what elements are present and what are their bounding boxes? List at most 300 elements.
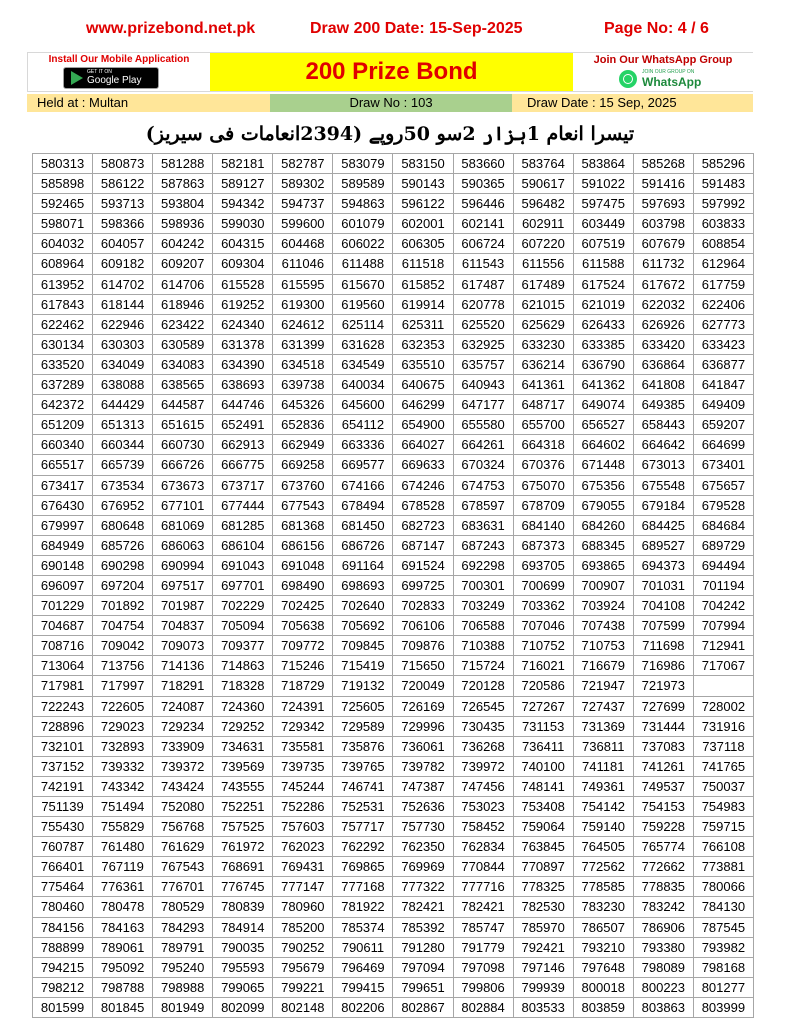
bond-number-cell: 769431 (273, 857, 333, 877)
bond-number-cell: 739332 (93, 757, 153, 777)
bond-number-cell: 592465 (33, 194, 93, 214)
table-row (33, 435, 754, 455)
bond-number-cell: 684260 (574, 516, 634, 536)
bond-number-cell: 638088 (93, 375, 153, 395)
bond-number-cell: 729023 (93, 717, 153, 737)
bond-number-cell: 753023 (454, 797, 514, 817)
bond-number-cell: 697204 (93, 576, 153, 596)
bond-number-cell: 709845 (333, 636, 393, 656)
whatsapp-button[interactable] (619, 69, 709, 89)
bond-number-cell: 708716 (33, 636, 93, 656)
bond-number-cell: 622406 (694, 295, 754, 315)
bond-number-cell: 747387 (393, 777, 453, 797)
bond-number-cell: 622462 (33, 315, 93, 335)
bond-number-cell: 630589 (153, 335, 213, 355)
bond-number-cell: 591022 (574, 174, 634, 194)
bond-number-cell: 694494 (694, 556, 754, 576)
bond-number-cell: 737083 (634, 737, 694, 757)
bond-number-cell: 703924 (574, 596, 634, 616)
table-row (33, 335, 754, 355)
bond-number-cell: 770897 (514, 857, 574, 877)
bond-number-cell: 780529 (153, 897, 213, 917)
bond-number-cell: 713756 (93, 656, 153, 676)
bond-number-cell: 722605 (93, 697, 153, 717)
bond-number-cell: 782421 (393, 897, 453, 917)
top-header (0, 20, 791, 44)
bond-number-cell: 632353 (393, 335, 453, 355)
bond-number-cell: 780478 (93, 897, 153, 917)
bond-number-cell: 691524 (393, 556, 453, 576)
bond-number-cell: 624340 (213, 315, 273, 335)
bond-number-cell: 720586 (514, 676, 574, 696)
bond-number-cell: 785970 (514, 918, 574, 938)
bond-number-cell: 762834 (454, 837, 514, 857)
bond-number-cell: 776745 (213, 877, 273, 897)
bond-number-cell: 785747 (454, 918, 514, 938)
bond-number-cell: 604242 (153, 234, 213, 254)
bond-number-cell: 686726 (333, 536, 393, 556)
bond-number-cell: 745244 (273, 777, 333, 797)
table-row (33, 877, 754, 897)
bond-number-cell: 673534 (93, 476, 153, 496)
install-app-text: Install Our Mobile Application (48, 54, 190, 65)
page-number: Page No: 4 / 6 (604, 20, 709, 37)
bond-number-cell: 618144 (93, 295, 153, 315)
bond-number-cell: 802099 (213, 998, 273, 1018)
bond-number-cell: 749361 (574, 777, 634, 797)
bond-number-cell: 703362 (514, 596, 574, 616)
bond-number-cell: 799221 (273, 978, 333, 998)
bond-number-cell: 602911 (514, 214, 574, 234)
bond-number-cell: 693865 (574, 556, 634, 576)
bond-number-cell: 704754 (93, 616, 153, 636)
bond-number-cell: 673760 (273, 476, 333, 496)
bond-number-cell: 634549 (333, 355, 393, 375)
bond-number-cell: 734631 (213, 737, 273, 757)
bond-number-cell: 620778 (454, 295, 514, 315)
bond-number-cell: 783230 (574, 897, 634, 917)
bond-number-cell: 590617 (514, 174, 574, 194)
bond-number-cell: 791779 (454, 938, 514, 958)
banner (27, 52, 753, 92)
bond-number-cell: 678494 (333, 496, 393, 516)
bond-number-cell: 752636 (393, 797, 453, 817)
bond-number-cell: 617672 (634, 275, 694, 295)
bond-number-cell: 683631 (454, 516, 514, 536)
bond-number-cell: 777322 (393, 877, 453, 897)
bond-number-cell: 651313 (93, 415, 153, 435)
bond-number-cell: 627773 (694, 315, 754, 335)
table-row (33, 254, 754, 274)
bond-number-cell: 698693 (333, 576, 393, 596)
bond-number-cell: 705638 (273, 616, 333, 636)
bond-number-cell: 777716 (454, 877, 514, 897)
bond-number-cell: 692298 (454, 556, 514, 576)
bond-number-cell: 709073 (153, 636, 213, 656)
bond-number-cell: 675657 (694, 476, 754, 496)
bond-number-cell: 700907 (574, 576, 634, 596)
table-row (33, 536, 754, 556)
bond-number-cell: 789791 (153, 938, 213, 958)
bond-number-cell: 706588 (454, 616, 514, 636)
bond-number-cell: 759064 (514, 817, 574, 837)
bond-number-cell: 635510 (393, 355, 453, 375)
bond-number-cell: 743424 (153, 777, 213, 797)
bond-number-cell: 669633 (393, 455, 453, 475)
bond-number-cell: 645600 (333, 395, 393, 415)
bond-number-cell: 594863 (333, 194, 393, 214)
bond-number-cell: 783242 (634, 897, 694, 917)
bond-number-cell: 664699 (694, 435, 754, 455)
bond-number-cell: 724360 (213, 697, 273, 717)
bond-number-cell: 701987 (153, 596, 213, 616)
bond-number-cell: 609304 (213, 254, 273, 274)
bond-number-cell: 740100 (514, 757, 574, 777)
google-play-button[interactable] (63, 67, 159, 89)
bond-number-cell: 799939 (514, 978, 574, 998)
bond-number-cell: 772562 (574, 857, 634, 877)
bond-number-cell: 597992 (694, 194, 754, 214)
bond-number-cell: 754142 (574, 797, 634, 817)
bond-number-cell: 697701 (213, 576, 273, 596)
bond-number-cell: 797094 (393, 958, 453, 978)
bond-number-cell: 669258 (273, 455, 333, 475)
bond-number-cell: 786507 (574, 918, 634, 938)
bond-number-cell: 611488 (333, 254, 393, 274)
bond-number-cell: 614702 (93, 275, 153, 295)
bond-number-cell: 794215 (33, 958, 93, 978)
bond-number-cell: 652491 (213, 415, 273, 435)
bond-number-cell: 622946 (93, 315, 153, 335)
bond-number-cell: 688345 (574, 536, 634, 556)
bond-number-cell: 662949 (273, 435, 333, 455)
bond-number-cell: 625114 (333, 315, 393, 335)
bond-number-cell: 644429 (93, 395, 153, 415)
bond-number-cell: 775464 (33, 877, 93, 897)
bond-number-cell: 793210 (574, 938, 634, 958)
bond-number-cell: 660730 (153, 435, 213, 455)
table-row (33, 636, 754, 656)
bond-number-cell: 606022 (333, 234, 393, 254)
bond-number-cell: 630134 (33, 335, 93, 355)
table-row (33, 275, 754, 295)
bond-number-cell: 718291 (153, 676, 213, 696)
bond-number-cell: 785374 (333, 918, 393, 938)
bond-number-cell: 633385 (574, 335, 634, 355)
bond-number-cell: 686104 (213, 536, 273, 556)
table-row (33, 938, 754, 958)
bond-number-cell: 625629 (514, 315, 574, 335)
bond-number-cell: 754153 (634, 797, 694, 817)
draw-info: Draw 200 Date: 15-Sep-2025 (310, 20, 523, 37)
bond-number-cell: 731153 (514, 717, 574, 737)
bond-number-cell: 640034 (333, 375, 393, 395)
bond-number-cell: 596122 (393, 194, 453, 214)
bond-number-cell: 785392 (393, 918, 453, 938)
bond-number-cell: 696097 (33, 576, 93, 596)
bond-number-cell: 599600 (273, 214, 333, 234)
table-row (33, 154, 754, 174)
bond-number-cell: 735581 (273, 737, 333, 757)
bond-number-cell: 710388 (454, 636, 514, 656)
bond-number-cell: 582787 (273, 154, 333, 174)
bond-number-cell: 718729 (273, 676, 333, 696)
bond-number-cell: 660344 (93, 435, 153, 455)
bond-number-cell: 795593 (213, 958, 273, 978)
bond-number-cell: 717981 (33, 676, 93, 696)
bond-number-cell: 729234 (153, 717, 213, 737)
bond-number-cell: 582181 (213, 154, 273, 174)
bond-number-cell: 802206 (333, 998, 393, 1018)
bond-number-cell: 717997 (93, 676, 153, 696)
bond-number-cell: 724087 (153, 697, 213, 717)
bond-number-cell: 714136 (153, 656, 213, 676)
bond-number-cell: 677101 (153, 496, 213, 516)
bond-number-cell: 636864 (634, 355, 694, 375)
bond-number-cell: 702229 (213, 596, 273, 616)
bond-number-cell: 803863 (634, 998, 694, 1018)
site-link[interactable]: www.prizebond.net.pk (86, 20, 256, 37)
bond-number-cell: 757717 (333, 817, 393, 837)
bond-number-cell: 607679 (634, 234, 694, 254)
bond-number-cell: 611732 (634, 254, 694, 274)
bond-number-cell: 598936 (153, 214, 213, 234)
bond-number-cell: 640675 (393, 375, 453, 395)
bond-number-cell: 707994 (694, 616, 754, 636)
bond-number-cell: 705094 (213, 616, 273, 636)
whatsapp-icon (619, 70, 637, 88)
bond-number-cell: 729996 (393, 717, 453, 737)
bond-number-cell: 690994 (153, 556, 213, 576)
bond-number-cell: 797146 (514, 958, 574, 978)
bond-number-cell: 619560 (333, 295, 393, 315)
bond-number-cell: 789061 (93, 938, 153, 958)
bond-number-cell: 634049 (93, 355, 153, 375)
table-row (33, 596, 754, 616)
bond-number-cell: 784163 (93, 918, 153, 938)
whatsapp-join-text: Join Our WhatsApp Group (593, 54, 733, 66)
bond-number-cell: 739765 (333, 757, 393, 777)
bond-number-cell: 739735 (273, 757, 333, 777)
bond-number-cell: 690298 (93, 556, 153, 576)
bond-number-cell: 697517 (153, 576, 213, 596)
bond-number-cell: 646299 (393, 395, 453, 415)
bond-number-cell: 684140 (514, 516, 574, 536)
bond-number-cell: 784130 (694, 897, 754, 917)
bond-number-cell: 700301 (454, 576, 514, 596)
bond-number-cell: 677543 (273, 496, 333, 516)
bond-number-cell: 798089 (634, 958, 694, 978)
bond-number-cell: 644746 (213, 395, 273, 415)
table-row (33, 998, 754, 1018)
bond-number-cell: 755430 (33, 817, 93, 837)
bond-number-cell: 780066 (694, 877, 754, 897)
bond-number-cell: 619300 (273, 295, 333, 315)
bond-number-cell: 782421 (454, 897, 514, 917)
bond-number-cell: 636214 (514, 355, 574, 375)
bond-number-cell: 765774 (634, 837, 694, 857)
bond-number-cell: 720049 (393, 676, 453, 696)
bond-number-cell: 693705 (514, 556, 574, 576)
bond-number-cell: 631628 (333, 335, 393, 355)
bond-number-cell: 802867 (393, 998, 453, 1018)
bond-number-cell: 678528 (393, 496, 453, 516)
bond-number-cell: 769969 (393, 857, 453, 877)
bond-number-cell: 761629 (153, 837, 213, 857)
bond-number-cell: 754983 (694, 797, 754, 817)
bond-number-cell: 587863 (153, 174, 213, 194)
table-row (33, 415, 754, 435)
bond-number-cell: 766401 (33, 857, 93, 877)
bond-number-cell: 799651 (393, 978, 453, 998)
bond-number-cell: 686156 (273, 536, 333, 556)
bond-number-cell: 743342 (93, 777, 153, 797)
bond-number-cell: 798212 (33, 978, 93, 998)
bond-number-cell: 626433 (574, 315, 634, 335)
bond-number-cell: 647177 (454, 395, 514, 415)
table-row (33, 234, 754, 254)
bond-number-cell: 615852 (393, 275, 453, 295)
bond-number-cell: 739372 (153, 757, 213, 777)
bond-number-cell: 801845 (93, 998, 153, 1018)
bond-number-cell: 717067 (694, 656, 754, 676)
bond-number-cell: 730435 (454, 717, 514, 737)
bond-number-cell: 618946 (153, 295, 213, 315)
bond-number-cell: 619252 (213, 295, 273, 315)
bond-number-cell: 719132 (333, 676, 393, 696)
bond-number-cell: 709772 (273, 636, 333, 656)
bond-number-cell: 799806 (454, 978, 514, 998)
bond-number-cell: 684949 (33, 536, 93, 556)
bond-number-cell: 704687 (33, 616, 93, 636)
bond-number-cell: 675070 (514, 476, 574, 496)
bond-number-cell: 707599 (634, 616, 694, 636)
bond-number-cell: 760787 (33, 837, 93, 857)
bond-number-cell: 649409 (694, 395, 754, 415)
table-row (33, 797, 754, 817)
bond-number-cell: 762023 (273, 837, 333, 857)
bond-number-cell: 715724 (454, 656, 514, 676)
bond-number-cell: 641361 (514, 375, 574, 395)
bond-number-cell: 741181 (574, 757, 634, 777)
bond-number-cell: 732101 (33, 737, 93, 757)
bond-number-cell: 761480 (93, 837, 153, 857)
bond-number-cell: 602141 (454, 214, 514, 234)
bond-number-cell: 726169 (393, 697, 453, 717)
bond-number-cell: 733909 (153, 737, 213, 757)
bond-number-cell: 722243 (33, 697, 93, 717)
bond-number-cell: 673417 (33, 476, 93, 496)
bond-number-cell: 590365 (454, 174, 514, 194)
bond-number-cell: 631378 (213, 335, 273, 355)
whatsapp-section (573, 53, 753, 91)
bond-number-cell: 621019 (574, 295, 634, 315)
bond-number-cell: 732893 (93, 737, 153, 757)
bond-number-cell: 583764 (514, 154, 574, 174)
app-install-section (28, 53, 210, 91)
bond-number-cell: 795679 (273, 958, 333, 978)
bond-number-cell: 676952 (93, 496, 153, 516)
bond-number-cell: 678597 (454, 496, 514, 516)
bond-number-cell: 684684 (694, 516, 754, 536)
table-row (33, 757, 754, 777)
bond-number-cell: 798788 (93, 978, 153, 998)
table-row (33, 355, 754, 375)
bond-number-cell: 609182 (93, 254, 153, 274)
bond-number-cell: 715650 (393, 656, 453, 676)
bond-number-cell: 591483 (694, 174, 754, 194)
bond-number-cell: 602001 (393, 214, 453, 234)
bond-number-cell: 776701 (153, 877, 213, 897)
bond-number-cell: 586122 (93, 174, 153, 194)
bond-number-cell: 751139 (33, 797, 93, 817)
bond-number-cell: 663336 (333, 435, 393, 455)
bond-number-cell (694, 676, 754, 696)
bond-number-cell: 758452 (454, 817, 514, 837)
bond-number-cell: 662913 (213, 435, 273, 455)
table-row (33, 496, 754, 516)
bond-number-cell: 660340 (33, 435, 93, 455)
bond-number-cell: 604032 (33, 234, 93, 254)
bond-number-cell: 778325 (514, 877, 574, 897)
bond-number-cell: 702833 (393, 596, 453, 616)
bond-number-cell: 603798 (634, 214, 694, 234)
bond-number-cell: 664261 (454, 435, 514, 455)
bond-number-cell: 716021 (514, 656, 574, 676)
bond-number-cell: 780460 (33, 897, 93, 917)
table-row (33, 194, 754, 214)
bond-number-cell: 796469 (333, 958, 393, 978)
bond-number-cell: 664642 (634, 435, 694, 455)
bond-number-cell: 597475 (574, 194, 634, 214)
bond-number-cell: 766108 (694, 837, 754, 857)
bond-number-cell: 617489 (514, 275, 574, 295)
bond-number-cell: 594737 (273, 194, 333, 214)
bond-number-cell: 589302 (273, 174, 333, 194)
bond-number-cell: 790252 (273, 938, 333, 958)
bond-number-cell: 606724 (454, 234, 514, 254)
table-row (33, 717, 754, 737)
bond-number-cell: 642372 (33, 395, 93, 415)
bond-number-cell: 767543 (153, 857, 213, 877)
bond-number-cell: 626926 (634, 315, 694, 335)
bond-number-cell: 776361 (93, 877, 153, 897)
bond-number-cell: 638693 (213, 375, 273, 395)
bond-number-cell: 795092 (93, 958, 153, 978)
bond-number-cell: 735876 (333, 737, 393, 757)
bond-number-cell: 752251 (213, 797, 273, 817)
bond-number-cell: 728896 (33, 717, 93, 737)
bond-number-cell: 748141 (514, 777, 574, 797)
bond-number-cell: 655700 (514, 415, 574, 435)
bond-number-cell: 599030 (213, 214, 273, 234)
bond-number-cell: 589589 (333, 174, 393, 194)
table-row (33, 516, 754, 536)
bond-number-cell: 700699 (514, 576, 574, 596)
bond-number-cell: 670324 (454, 455, 514, 475)
bond-number-cell: 792421 (514, 938, 574, 958)
table-row (33, 315, 754, 335)
bond-number-cell: 622032 (634, 295, 694, 315)
table-row (33, 616, 754, 636)
bond-number-cell: 795240 (153, 958, 213, 978)
bond-number-cell: 590143 (393, 174, 453, 194)
bond-number-cell: 666726 (153, 455, 213, 475)
table-row (33, 737, 754, 757)
bond-number-cell: 649385 (634, 395, 694, 415)
bond-numbers-table (32, 153, 754, 1018)
bond-number-cell: 682723 (393, 516, 453, 536)
